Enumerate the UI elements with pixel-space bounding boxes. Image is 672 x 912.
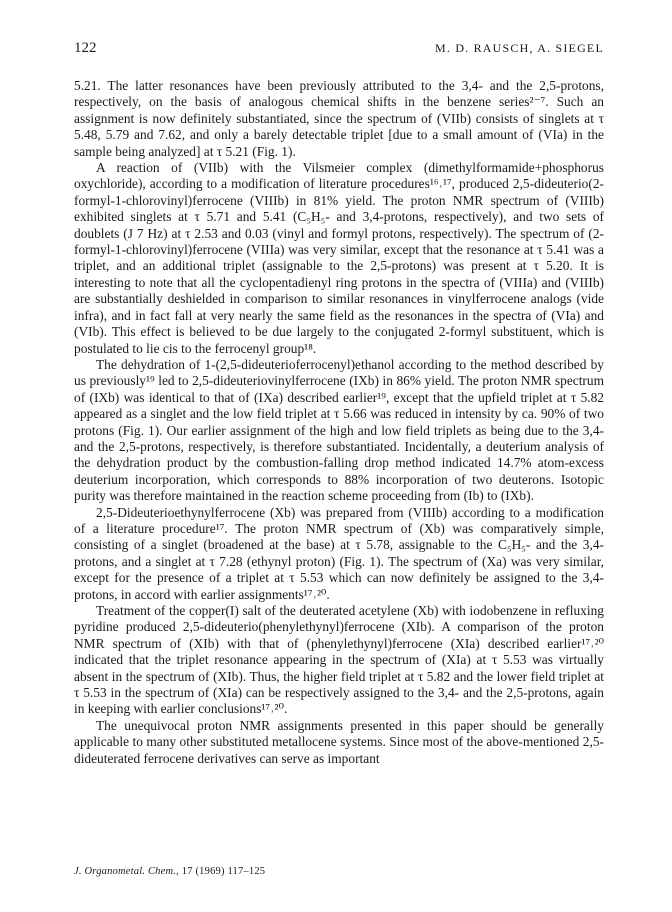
paragraph-ethynylferrocene: 2,5-Dideuterioethynylferrocene (Xb) was prepared from (VIIIb) according to a modification of a literature procedure¹⁷. The proton NMR spectrum of (Xb) was comparatively simple, consisting of a singlet (broadened at the base) at τ 5.78, assignable to the C₅H₅- and the 3,4-protons, and a singlet at τ 7.28 (ethynyl proton) (Fig. 1). The spectrum of (Xa) was very similar, except for the presence of a triplet at τ 5.53 which can now definitely be assigned to the 3,4-protons, in accord with earlier assignments¹⁷˒²⁰.	[74, 504, 604, 602]
page-number: 122	[74, 40, 97, 56]
running-head-authors: M. D. RAUSCH, A. SIEGEL	[435, 41, 604, 55]
paragraph-continued: 5.21. The latter resonances have been previously attributed to the 3,4- and the 2,5-protons, respectively, on the basis of analogous chemical shifts in the benzene series²⁻⁷. Such an assignment is now definitely substantiated, since the spectrum of (VIIb) consists of singlets at τ 5.48, 5.79 and 7.62, and only a barely detectable triplet [due to a small amount of (VIa) in the sample being analyzed] at τ 5.21 (Fig. 1).	[74, 78, 604, 159]
journal-citation: 17 (1969) 117–125	[181, 866, 266, 877]
journal-name: J. Organometal. Chem.,	[74, 866, 179, 877]
paragraph-phenylethynyl: Treatment of the copper(I) salt of the deuterated acetylene (Xb) with iodobenzene in refluxing pyridine produced 2,5-dideuterio(phenylethynyl)ferrocene (XIb). A comparison of the proton NMR spectrum of (XIb) with that of (phenylethynyl)ferrocene (XIa) described earlier¹⁷˒²⁰ indicated that the triplet resonance appearing in the spectrum of (XIa) at τ 5.53 was virtually absent in the spectrum of (XIb). Thus, the higher field triplet at τ 5.82 and the lower field triplet at τ 5.53 in the spectrum of (XIa) can be respectively assigned to the 3,4- and the 2,5-protons, again in keeping with earlier conclusions¹⁷˒²⁰.	[74, 603, 604, 717]
article-body	[74, 78, 604, 767]
journal-footer	[74, 866, 265, 877]
paragraph-conclusion: The unequivocal proton NMR assignments presented in this paper should be generally applicable to many other substituted metallocene systems. Since most of the above-mentioned 2,5-dideuterated ferrocene derivatives can serve as important	[74, 717, 604, 766]
paragraph-dehydration: The dehydration of 1-(2,5-dideuterioferrocenyl)ethanol according to the method described by us previously¹⁹ led to 2,5-dideuteriovinylferrocene (IXb) in 86% yield. The proton NMR spectrum of (IXb) was identical to that of (IXa) described earlier¹⁹, except that the upfield triplet at τ 5.82 appeared as a singlet and the low field triplet at τ 5.66 was reduced in intensity by ca. 90% of two protons (Fig. 1). Our earlier assignment of the high and low field triplets as being due to the 3,4- and the 2,5-protons, respectively, is therefore substantiated. Incidentally, a deuterium analysis of the dehydration product by the combustion-falling drop method indicated 14.7% atom-excess deuterium incorporation, which corresponds to 88% incorporation of two deuterons. Isotopic purity was therefore maintained in the reaction scheme proceeding from (Ib) to (IXb).	[74, 356, 604, 504]
page-header	[74, 40, 604, 60]
paragraph-vilsmeier-reaction: A reaction of (VIIb) with the Vilsmeier complex (dimethylformamide+phosphorus oxychloride), according to a modification of literature procedures¹⁶˒¹⁷, produced 2,5-dideuterio(2-formyl-1-chlorovinyl)ferrocene (VIIIb) in 81% yield. The proton NMR spectrum of (VIIIb) exhibited singlets at τ 5.71 and 5.41 (C₅H₅- and 3,4-protons, respectively), and two sets of doublets (J 7 Hz) at τ 2.53 and 0.03 (vinyl and formyl protons, respectively). The spectrum of (2-formyl-1-chlorovinyl)ferrocene (VIIIa) was very similar, except that the resonance at τ 5.41 was a triplet, and an additional triplet (assignable to the 2,5-protons) was present at τ 5.20. It is interesting to note that all the cyclopentadienyl ring protons in the spectra of (VIIIa) and (VIIIb) are substantially deshielded in comparison to similar resonances in vinylferrocene analogs (vide infra), and in fact fall at very nearly the same field as the resonances in the spectra of (VIa) and (VIb). This effect is believed to be due largely to the conjugated 2-formyl substituent, which is postulated to lie cis to the ferrocenyl group¹⁸.	[74, 160, 604, 356]
